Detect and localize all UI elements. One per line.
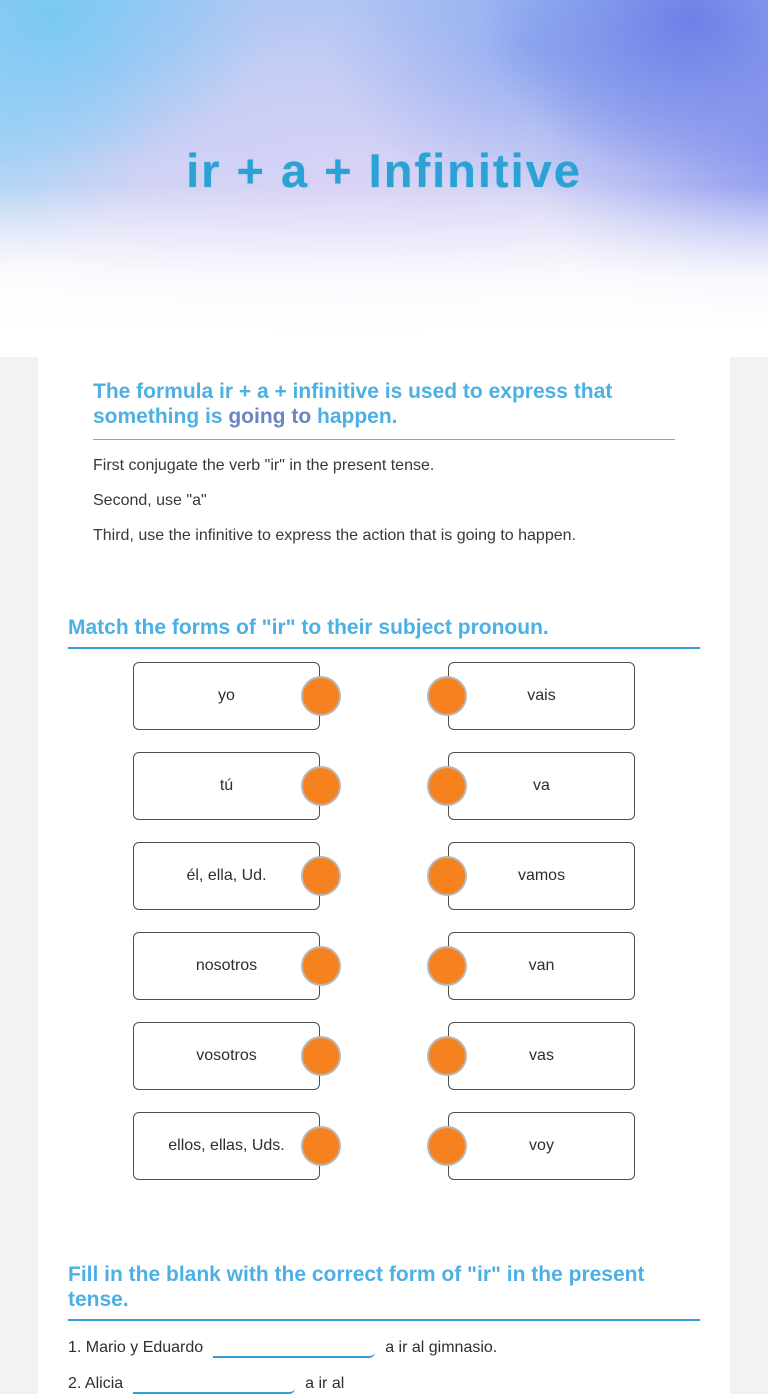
intro-heading-text-2: happen. bbox=[311, 405, 398, 428]
match-section-heading: Match the forms of "ir" to their subject pronoun. bbox=[68, 615, 700, 649]
worksheet-body bbox=[38, 357, 730, 1394]
match-left-label: tú bbox=[219, 777, 234, 794]
instruction-line-3: Third, use the infinitive to express the action that is going to happen. bbox=[93, 527, 576, 544]
instruction-line-2: Second, use "a" bbox=[93, 492, 207, 509]
match-left-label: nosotros bbox=[195, 957, 258, 974]
match-left-box-vosotros[interactable] bbox=[133, 1022, 320, 1090]
match-dot-icon[interactable] bbox=[427, 1126, 467, 1166]
match-dot-icon[interactable] bbox=[301, 676, 341, 716]
match-right-box-voy[interactable] bbox=[448, 1112, 635, 1180]
match-right-label: vamos bbox=[517, 867, 566, 884]
match-row-5 bbox=[68, 1022, 700, 1090]
fill-question-2-before: 2. Alicia bbox=[68, 1375, 124, 1392]
fill-question-1-before: 1. Mario y Eduardo bbox=[68, 1339, 204, 1356]
match-dot-icon[interactable] bbox=[301, 1036, 341, 1076]
match-right-box-vas[interactable] bbox=[448, 1022, 635, 1090]
match-dot-icon[interactable] bbox=[301, 766, 341, 806]
match-right-box-va[interactable] bbox=[448, 752, 635, 820]
match-left-label: vosotros bbox=[196, 1047, 257, 1064]
match-right-label: van bbox=[528, 957, 555, 974]
fill-question-2 bbox=[68, 1372, 700, 1394]
match-right-box-van[interactable] bbox=[448, 932, 635, 1000]
fill-question-1 bbox=[68, 1336, 700, 1358]
match-left-box-nosotros[interactable] bbox=[133, 932, 320, 1000]
intro-divider bbox=[93, 439, 675, 440]
fill-section-heading: Fill in the blank with the correct form of "ir" in the present tense. bbox=[68, 1262, 700, 1321]
intro-heading-emphasis: going to bbox=[228, 405, 312, 428]
instruction-line-1: First conjugate the verb "ir" in the present tense. bbox=[93, 457, 435, 474]
intro-text-block bbox=[93, 379, 675, 545]
match-left-box-tu[interactable] bbox=[133, 752, 320, 820]
match-row-1 bbox=[68, 662, 700, 730]
match-dot-icon[interactable] bbox=[301, 946, 341, 986]
intro-heading-text-1: The formula ir + a + infinitive is used to express that something is bbox=[93, 380, 613, 428]
match-left-box-el-ella-ud[interactable] bbox=[133, 842, 320, 910]
match-row-3 bbox=[68, 842, 700, 910]
match-grid bbox=[68, 662, 700, 1180]
match-left-box-ellos-ellas-uds[interactable] bbox=[133, 1112, 320, 1180]
match-section bbox=[68, 615, 700, 1180]
match-row-2 bbox=[68, 752, 700, 820]
match-dot-icon[interactable] bbox=[427, 856, 467, 896]
watercolor-header bbox=[0, 0, 768, 357]
match-right-box-vamos[interactable] bbox=[448, 842, 635, 910]
match-row-6 bbox=[68, 1112, 700, 1180]
fill-question-1-after: a ir al gimnasio. bbox=[385, 1339, 498, 1356]
match-dot-icon[interactable] bbox=[301, 1126, 341, 1166]
match-right-label: va bbox=[533, 777, 550, 794]
match-right-label: voy bbox=[529, 1137, 554, 1154]
match-row-4 bbox=[68, 932, 700, 1000]
match-dot-icon[interactable] bbox=[427, 676, 467, 716]
match-right-box-vais[interactable] bbox=[448, 662, 635, 730]
match-left-label: ellos, ellas, Uds. bbox=[168, 1137, 285, 1154]
fill-blank-input-1[interactable] bbox=[213, 1336, 375, 1358]
match-dot-icon[interactable] bbox=[427, 946, 467, 986]
match-right-label: vais bbox=[527, 687, 556, 704]
match-left-label: él, ella, Ud. bbox=[186, 867, 267, 884]
worksheet-title: ir + a + Infinitive bbox=[186, 144, 582, 197]
match-dot-icon[interactable] bbox=[301, 856, 341, 896]
match-left-box-yo[interactable] bbox=[133, 662, 320, 730]
match-dot-icon[interactable] bbox=[427, 1036, 467, 1076]
fill-blank-input-2[interactable] bbox=[133, 1372, 295, 1394]
match-dot-icon[interactable] bbox=[427, 766, 467, 806]
match-right-label: vas bbox=[529, 1047, 554, 1064]
fill-question-2-after: a ir al bbox=[305, 1375, 345, 1392]
intro-heading bbox=[93, 379, 675, 429]
match-left-label: yo bbox=[218, 687, 235, 704]
fill-blank-section bbox=[68, 1262, 700, 1394]
